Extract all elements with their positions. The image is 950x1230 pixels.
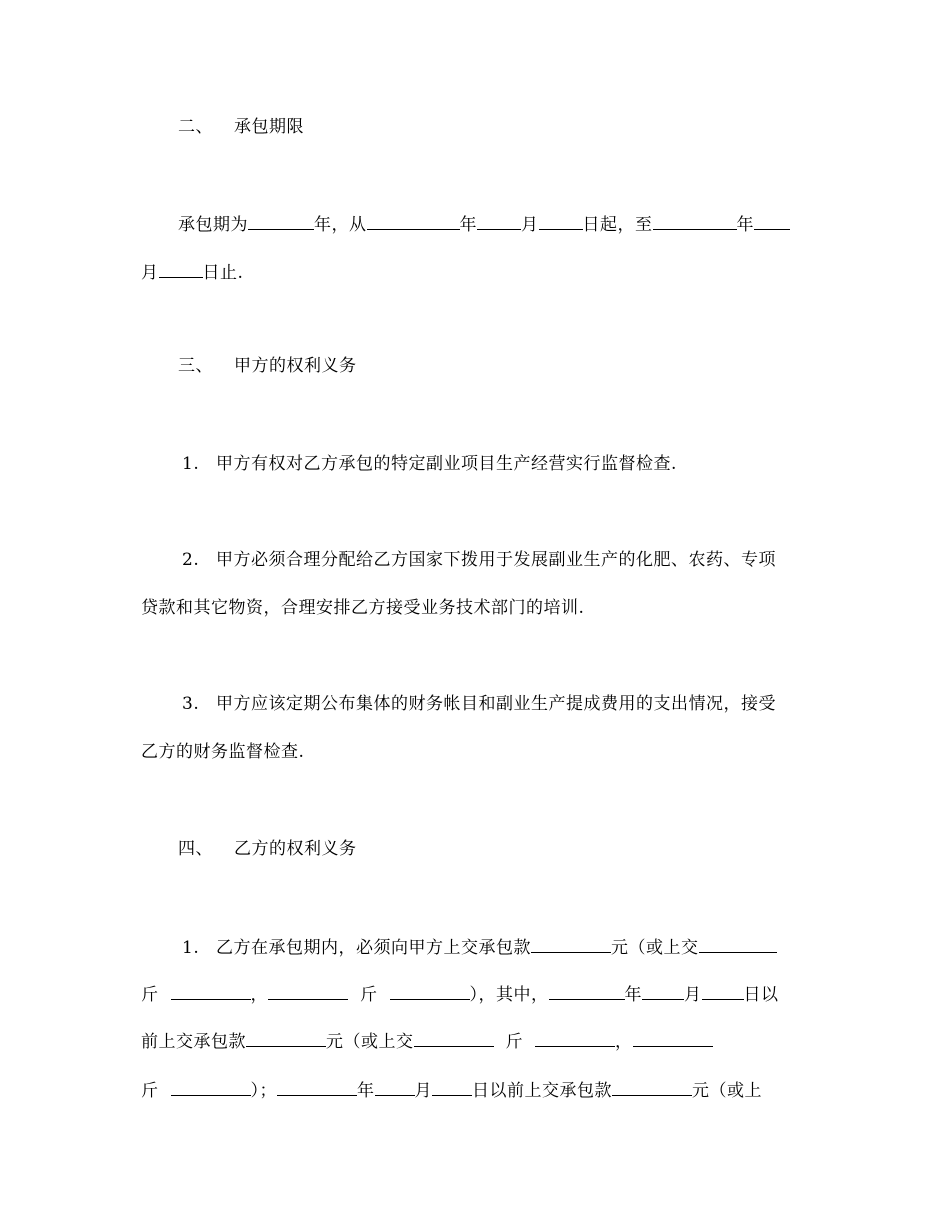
party-b-item-1-line-4 [141,1079,762,1102]
blank-field [246,1030,326,1047]
blank-field [642,983,684,1000]
text-segment: 斤 [141,1081,159,1101]
text-segment: 年 [459,215,477,235]
text-segment: ）； [250,1081,277,1101]
blank-field [477,213,521,230]
section-heading-party-b [178,838,357,860]
item-text: 乙方的财务监督检查. [141,742,305,762]
section-title: 承包期限 [234,117,304,137]
blank-field [633,1030,713,1047]
text-segment: 年 [357,1081,375,1101]
blank-field [390,983,470,1000]
blank-field [612,1079,692,1096]
item-number: 2. [182,550,200,570]
term-paragraph-line-2 [141,261,243,284]
text-segment: 日止. [202,263,244,283]
party-b-item-1-line-3 [141,1030,713,1053]
text-segment: ， [250,985,268,1005]
blank-field [432,1079,472,1096]
term-paragraph-line-1 [178,213,790,236]
item-number: 3. [182,694,200,714]
party-a-item-2-line-1 [182,549,776,571]
text-segment: 前上交承包款 [141,1032,246,1052]
text-segment: 斤 [141,985,159,1005]
section-heading-party-a [178,355,357,377]
section-number: 四、 [178,839,213,859]
item-text: 甲方应该定期公布集体的财务帐目和副业生产提成费用的支出情况，接受 [216,694,776,714]
blank-field [414,1030,494,1047]
section-heading-term [178,116,304,138]
blank-field [699,936,777,953]
blank-field [535,1030,615,1047]
text-segment: 月 [414,1081,432,1101]
blank-field [171,1079,251,1096]
text-segment: 日以 [743,985,779,1005]
item-text: 贷款和其它物资，合理安排乙方接受业务技术部门的培训. [141,598,585,618]
section-number: 二、 [178,117,213,137]
blank-field [549,983,625,1000]
party-a-item-2-line-2 [141,597,584,619]
text-segment: 年 [736,215,754,235]
section-title: 乙方的权利义务 [234,839,357,859]
item-number: 1. [182,454,200,474]
party-b-item-1-line-1 [182,936,777,959]
blank-field [367,213,460,230]
text-segment: 元（或上交 [611,938,699,958]
blank-field [171,983,251,1000]
text-segment: 月 [141,263,159,283]
section-number: 三、 [178,356,213,376]
blank-field [539,213,583,230]
text-segment: 斤 [505,1032,523,1052]
blank-field [277,1079,357,1096]
item-text: 甲方有权对乙方承包的特定副业项目生产经营实行监督检查. [216,454,677,474]
text-segment: ， [615,1032,633,1052]
text-segment: 乙方在承包期内，必须向甲方上交承包款 [216,938,531,958]
party-a-item-1 [182,453,677,475]
party-b-item-1-line-2 [141,983,779,1006]
text-segment: 月 [684,985,702,1005]
party-a-item-3-line-2 [141,741,304,763]
text-segment: ），其中， [469,985,549,1005]
section-title: 甲方的权利义务 [234,356,357,376]
text-segment: 日起，至 [582,215,653,235]
text-segment: 元（或上交 [326,1032,414,1052]
blank-field [531,936,611,953]
blank-field [248,213,314,230]
text-segment: 月 [521,215,539,235]
text-segment: 年 [624,985,642,1005]
text-segment: 斤 [360,985,378,1005]
blank-field [653,213,737,230]
item-number: 1. [182,938,200,958]
text-segment: 日以前上交承包款 [472,1081,612,1101]
item-text: 甲方必须合理分配给乙方国家下拨用于发展副业生产的化肥、农药、专项 [216,550,776,570]
blank-field [268,983,348,1000]
blank-field [375,1079,415,1096]
blank-field [702,983,744,1000]
text-segment: 承包期为 [178,215,248,235]
text-segment: 元（或上 [692,1081,762,1101]
text-segment: 年，从 [314,215,367,235]
party-a-item-3-line-1 [182,693,776,715]
blank-field [754,213,790,230]
blank-field [159,261,203,278]
